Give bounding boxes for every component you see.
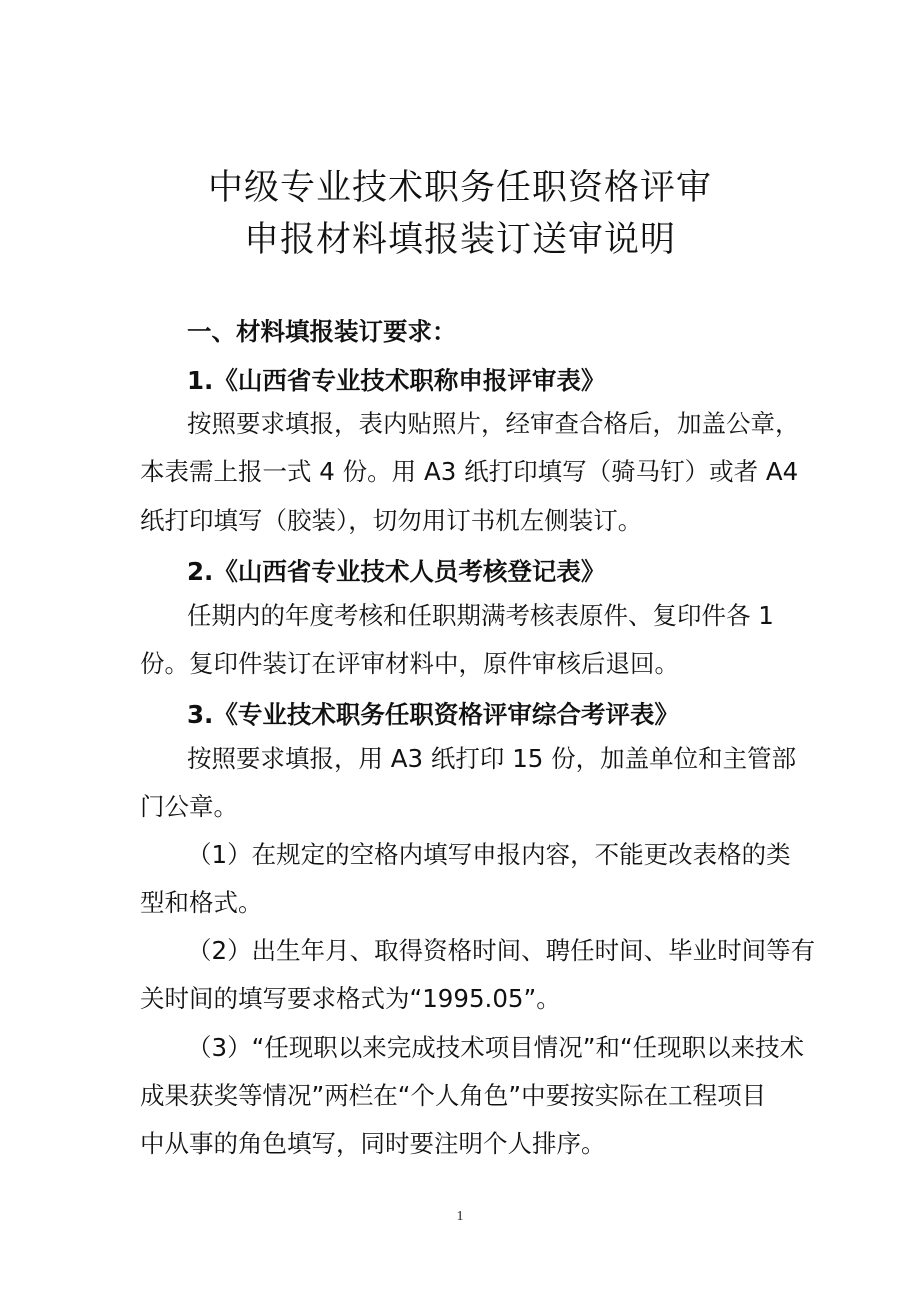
item-3-sub-3-line-2: 成果获奖等情况”两栏在“个人角色”中要按实际在工程项目 bbox=[140, 1081, 767, 1110]
item-3-sub-3-line-1: （3）“任现职以来完成技术项目情况”和“任现职以来技术 bbox=[187, 1033, 805, 1062]
page-title-line-1: 中级专业技术职务任职资格评审 bbox=[207, 168, 712, 208]
page-number: 1 bbox=[456, 1209, 464, 1224]
item-3-sub-1-line-2: 型和格式。 bbox=[140, 888, 263, 917]
item-3-sub-2-line-2: 关时间的填写要求格式为“1995.05”。 bbox=[140, 984, 561, 1013]
item-1-line-1: 按照要求填报，表内贴照片，经审查合格后，加盖公章， bbox=[187, 409, 800, 438]
item-3-sub-2-line-1: （2）出生年月、取得资格时间、聘任时间、毕业时间等有 bbox=[187, 936, 816, 965]
item-1-line-3: 纸打印填写（胶装），切勿用订书机左侧装订。 bbox=[140, 506, 643, 535]
item-1-line-2: 本表需上报一式 4 份。用 A3 纸打印填写（骑马钉）或者 A4 bbox=[140, 457, 799, 486]
item-3-sub-3-line-3: 中从事的角色填写，同时要注明个人排序。 bbox=[140, 1129, 606, 1158]
item-3-heading: 3.《专业技术职务任职资格评审综合考评表》 bbox=[187, 700, 679, 729]
item-2-heading: 2.《山西省专业技术人员考核登记表》 bbox=[187, 557, 606, 586]
item-3-line-2: 门公章。 bbox=[140, 792, 238, 821]
item-2-line-1: 任期内的年度考核和任职期满考核表原件、复印件各 1 bbox=[187, 601, 774, 630]
page-title-line-2: 申报材料填报装订送审说明 bbox=[243, 220, 676, 260]
item-3-line-1: 按照要求填报，用 A3 纸打印 15 份，加盖单位和主管部 bbox=[187, 744, 797, 773]
item-2-line-2: 份。复印件装订在评审材料中，原件审核后退回。 bbox=[140, 649, 679, 678]
item-1-heading: 1.《山西省专业技术职称申报评审表》 bbox=[187, 366, 606, 395]
item-3-sub-1-line-1: （1）在规定的空格内填写申报内容，不能更改表格的类 bbox=[187, 840, 791, 869]
section-heading: 一、材料填报装订要求： bbox=[187, 317, 457, 346]
